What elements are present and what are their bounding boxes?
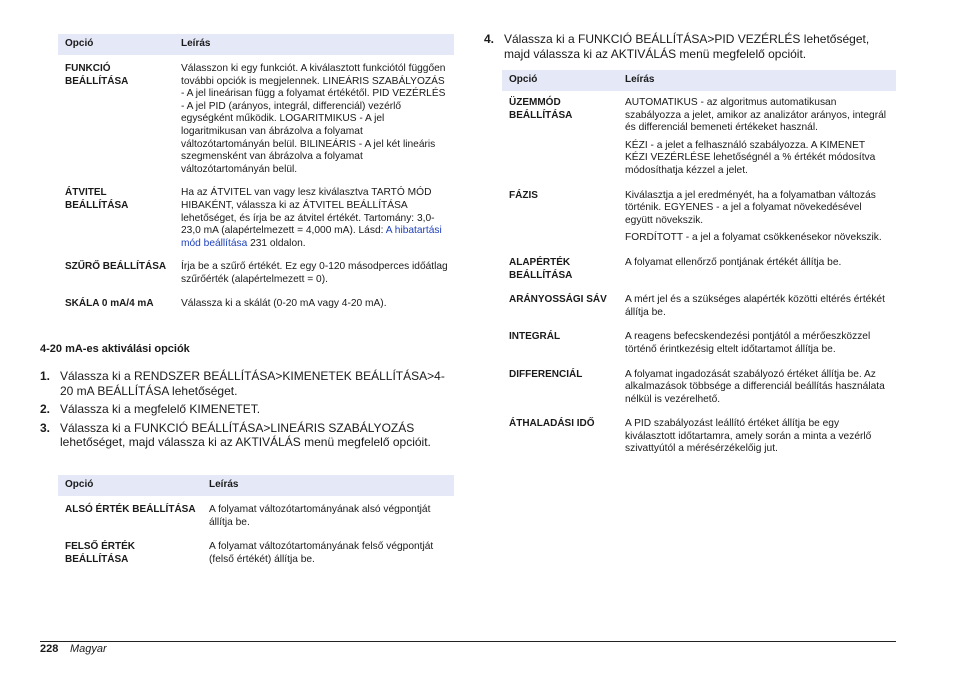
option-name: FUNKCIÓ BEÁLLÍTÁSA — [65, 63, 129, 87]
header-description: Leírás — [174, 34, 454, 55]
option-description: Válasszon ki egy funkciót. A kiválasztott funkciótól függően további opciók is megjelennek. LINEÁRIS SZABÁLYOZÁS - A jel lineárisan függ a folyamat értékétől. PID VEZÉRLÉS - A jel PID (arányos, integrál, differenciál) vezérlő egységként működik. LOGARITMIKUS - A jel logaritmikusan van ábrázolva a folyamat változótartományán belül. BILINEÁRIS - A jel két lineáris szegmensként van ábrázolva a folyamat változótartományán belül. — [181, 63, 446, 175]
table-row — [58, 254, 454, 290]
option-description — [618, 182, 896, 249]
step-text: Válassza ki a FUNKCIÓ BEÁLLÍTÁSA>LINEÁRIS SZABÁLYOZÁS lehetőséget, majd válassza ki az AKTIVÁLÁS menü megfelelő opcióit. — [60, 420, 431, 449]
description-text: 231 oldalon. — [247, 237, 306, 249]
table-row — [502, 91, 896, 182]
option-name: DIFFERENCIÁL — [509, 368, 583, 380]
option-description: A PID szabályozást leállító értéket állítja be egy kiválasztott időtartamra, amely során a minta a vezérlő szivattyútól a mérésérzékelőig jut. — [625, 418, 872, 455]
cross-reference-link[interactable]: A hibatartási mód beállítása — [181, 225, 442, 249]
option-name: SZŰRŐ BEÁLLÍTÁSA — [65, 261, 167, 273]
option-description — [174, 180, 454, 254]
table-header-row — [58, 475, 454, 496]
footer-rule — [40, 641, 896, 642]
right-column — [484, 32, 896, 61]
pid-control-table — [502, 70, 896, 460]
step-number: 4. — [484, 32, 495, 46]
table-row — [502, 182, 896, 249]
table-row — [58, 533, 454, 570]
section-subheading: 4-20 mA-es aktiválási opciók — [40, 343, 190, 355]
table-row — [502, 286, 896, 323]
option-description: A folyamat változótartományának alsó végpontját állítja be. — [209, 504, 431, 528]
step-text: Válassza ki a megfelelő KIMENETET. — [60, 402, 261, 416]
output-options-table — [58, 34, 454, 314]
option-name: ÁTHALADÁSI IDŐ — [509, 418, 595, 430]
linear-activation-table — [58, 475, 454, 570]
header-description: Leírás — [202, 475, 454, 496]
page-number: 228 — [40, 643, 59, 655]
option-name: ARÁNYOSSÁGI SÁV — [509, 294, 607, 306]
description-paragraph: KÉZI - a jelet a felhasználó szabályozza. A KIMENET KÉZI VEZÉRLÉSE lehetőségnél a % értékét módosítva módosíthatja kézzel a jelet. — [625, 139, 876, 176]
header-option: Opció — [58, 475, 202, 496]
table-row — [502, 361, 896, 411]
step-item — [40, 369, 454, 398]
header-option: Opció — [58, 34, 174, 55]
table-row — [502, 249, 896, 286]
option-description: A reagens befecskendezési pontjától a mérőeszközzel történő érintkezésig eltelt időtartamot állítja be. — [625, 331, 871, 355]
option-name: SKÁLA 0 mA/4 mA — [65, 297, 154, 309]
option-description: A folyamat ellenőrző pontjának értékét állítja be. — [625, 256, 842, 268]
step-number: 2. — [40, 402, 51, 416]
table-header-row — [58, 34, 454, 55]
steps-block — [40, 369, 454, 454]
page-language: Magyar — [70, 643, 107, 655]
procedure-steps-continued — [484, 32, 896, 61]
pid-table-block — [502, 70, 896, 460]
procedure-steps — [40, 369, 454, 450]
option-name: FÁZIS — [509, 189, 538, 201]
header-option: Opció — [502, 70, 618, 91]
header-description: Leírás — [618, 70, 896, 91]
option-description: A folyamat változótartományának felső végpontját (felső értékét) állítja be. — [209, 541, 434, 565]
option-name: FELSŐ ÉRTÉK BEÁLLÍTÁSA — [65, 541, 136, 565]
table-row — [502, 410, 896, 460]
activation-table-block — [58, 475, 454, 570]
step-text: Válassza ki a RENDSZER BEÁLLÍTÁSA>KIMENETEK BEÁLLÍTÁSA>4-20 mA BEÁLLÍTÁSA lehetőséget. — [60, 369, 445, 398]
table-row — [58, 180, 454, 254]
step-item — [40, 402, 454, 417]
option-name: ALAPÉRTÉK BEÁLLÍTÁSA — [509, 256, 573, 281]
option-description — [618, 91, 896, 182]
description-text: Ha az ÁTVITEL van vagy lesz kiválasztva TARTÓ MÓD HIBAKÉNT, válassza ki az ÁTVITEL BEÁLLÍTÁSA lehetőséget, és írja be az átvitel értékét. Tartomány: 3,0-23,0 mA (alapértelmezett = 4,000 mA). Lásd: — [181, 187, 435, 237]
description-paragraph: FORDÍTOTT - a jel a folyamat csökkenésekor növekszik. — [625, 232, 882, 244]
left-column — [58, 34, 454, 314]
option-description: A mért jel és a szükséges alapérték közötti eltérés értékét állítja be. — [625, 294, 885, 318]
step-number: 1. — [40, 369, 51, 383]
step-text: Válassza ki a FUNKCIÓ BEÁLLÍTÁSA>PID VEZÉRLÉS lehetőséget, majd válassza ki az AKTIVÁLÁS menü megfelelő opcióit. — [504, 32, 870, 61]
table-row — [58, 291, 454, 315]
step-number: 3. — [40, 420, 51, 435]
option-name: ÜZEMMÓD BEÁLLÍTÁSA — [509, 97, 573, 121]
description-paragraph: AUTOMATIKUS - az algoritmus automatikusan szabályozza a jelet, amikor az analizátor arányos, integrál és differenciál bemeneti értékeket használ. — [625, 97, 887, 134]
table-header-row — [502, 70, 896, 91]
option-name: INTEGRÁL — [509, 331, 561, 343]
step-item — [484, 32, 896, 61]
table-row — [502, 323, 896, 360]
step-item — [40, 421, 454, 450]
option-name: ÁTVITEL BEÁLLÍTÁSA — [65, 187, 129, 211]
option-description: Válassza ki a skálát (0-20 mA vagy 4-20 mA). — [181, 297, 387, 309]
table-row — [58, 55, 454, 180]
option-name: ALSÓ ÉRTÉK BEÁLLÍTÁSA — [65, 504, 196, 515]
table-row — [58, 496, 454, 533]
option-description: A folyamat ingadozását szabályozó értéket állítja be. Az alkalmazások többsége a differenciál beállítás használata nélkül is vezérelhető. — [625, 368, 885, 405]
option-description: Írja be a szűrő értékét. Ez egy 0-120 másodperces időátlag szűrőérték (alapértelmezett = 0). — [181, 261, 448, 285]
description-paragraph: Kiválasztja a jel eredményét, ha a folyamatban változás történik. EGYENES - a jel a folyamat növekedésével együtt növekszik. — [625, 189, 876, 226]
